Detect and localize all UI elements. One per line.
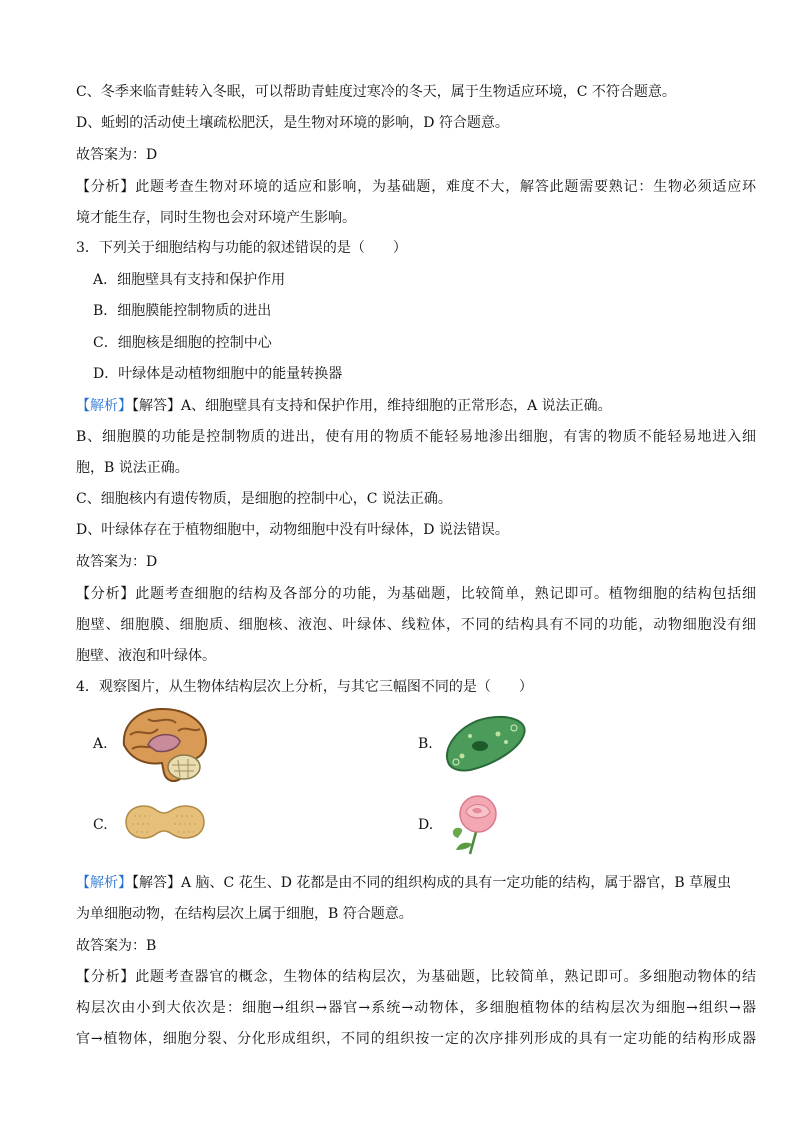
analysis-line: 构层次由小到大依次是：细胞→组织→器官→系统→动物体，多细胞植物体的结构层次为细胞→组织→器 [76, 1000, 756, 1016]
solution-line: 【解析】【解答】A、细胞壁具有支持和保护作用，维持细胞的正常形态，A 说法正确。 [76, 398, 612, 414]
analysis-line: 胞壁、液泡和叶绿体。 [76, 648, 216, 664]
question-4-stem: 4．观察图片，从生物体结构层次上分析，与其它三幅图不同的是（ ） [76, 679, 533, 695]
analysis-line: 官→植物体，细胞分裂、分化形成组织，不同的组织按一定的次序排列形成的具有一定功能的结构形成器 [76, 1031, 756, 1047]
text-line: 胞，B 说法正确。 [76, 460, 189, 476]
text-line: D、蚯蚓的活动使土壤疏松肥沃，是生物对环境的影响，D 符合题意。 [76, 115, 509, 131]
question-3-stem: 3．下列关于细胞结构与功能的叙述错误的是（ ） [76, 240, 407, 256]
text-line: 为单细胞动物，在结构层次上属于细胞，B 符合题意。 [76, 906, 413, 922]
analysis-line: 境才能生存，同时生物也会对环境产生影响。 [76, 210, 356, 226]
solution-tag: 【解析】 [76, 398, 132, 414]
solution-tag: 【解析】 [76, 875, 132, 891]
peanut-image [120, 796, 208, 846]
option-a-label: A. [93, 736, 108, 752]
option-b-label: B. [418, 736, 433, 752]
answer-line: 故答案为：D [76, 554, 158, 570]
text-line: C、冬季来临青蛙转入冬眠，可以帮助青蛙度过寒冷的冬天，属于生物适应环境，C 不符合题意。 [76, 84, 676, 100]
brain-image [118, 705, 210, 785]
text-line: C、细胞核内有遗传物质，是细胞的控制中心，C 说法正确。 [76, 491, 452, 507]
option-c-label: C. [93, 817, 108, 833]
paramecium-image [440, 712, 530, 774]
text-line: B、细胞膜的功能是控制物质的进出，使有用的物质不能轻易地渗出细胞，有害的物质不能轻易地进入细 [76, 429, 756, 445]
option-b: B．细胞膜能控制物质的进出 [93, 303, 272, 319]
option-d-label: D. [418, 817, 434, 833]
option-d: D．叶绿体是动植物细胞中的能量转换器 [93, 366, 343, 382]
text-line: D、叶绿体存在于植物细胞中，动物细胞中没有叶绿体，D 说法错误。 [76, 522, 509, 538]
answer-line: 故答案为：D [76, 147, 158, 163]
rose-image [444, 792, 510, 858]
solution-line: 【解析】【解答】A 脑、C 花生、D 花都是由不同的组织构成的具有一定功能的结构，属于器官，B 草履虫 [76, 875, 732, 891]
analysis-line: 【分析】此题考查细胞的结构及各部分的功能，为基础题，比较简单，熟记即可。植物细胞的结构包括细 [76, 586, 756, 602]
answer-line: 故答案为：B [76, 938, 157, 954]
option-a: A．细胞壁具有支持和保护作用 [93, 272, 286, 288]
analysis-line: 【分析】此题考查器官的概念，生物体的结构层次，为基础题，比较简单，熟记即可。多细胞动物体的结 [76, 969, 756, 985]
option-c: C．细胞核是细胞的控制中心 [93, 335, 272, 351]
analysis-line: 【分析】此题考查生物对环境的适应和影响，为基础题，难度不大，解答此题需要熟记：生物必须适应环 [76, 179, 756, 195]
analysis-line: 胞壁、细胞膜、细胞质、细胞核、液泡、叶绿体、线粒体，不同的结构具有不同的功能，动物细胞没有细 [76, 617, 756, 633]
